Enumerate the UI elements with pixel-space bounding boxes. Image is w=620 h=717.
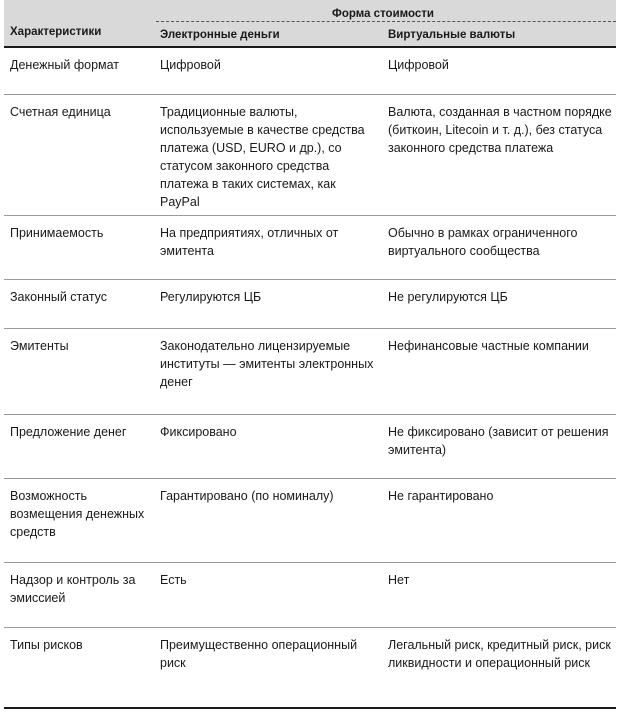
header-value-form [150,0,616,22]
table-row [4,478,616,562]
header-electronic-money: Электронные деньги [150,22,382,47]
row-label: Принимаемость [4,215,150,279]
cell-electronic: Преимущественно операционный риск [150,627,382,708]
cell-electronic: Традиционные валюты, используемые в качестве средства платежа (USD, EURO и др.), со статусом законного средства платежа в таких системах, как PayPal [150,94,382,215]
cell-virtual: Валюта, созданная в частном порядке (биткоин, Litecoin и т. д.), без статуса законного средства платежа [382,94,616,215]
cell-virtual: Нет [382,562,616,627]
row-label: Типы рисков [4,627,150,708]
table-row [4,279,616,328]
row-label: Предложение денег [4,414,150,478]
header-characteristics: Характеристики [4,0,150,47]
cell-virtual: Не гарантировано [382,478,616,562]
header-virtual-currency: Виртуальные валюты [382,22,616,47]
row-label: Надзор и контроль за эмиссией [4,562,150,627]
cell-virtual: Не фиксировано (зависит от решения эмитента) [382,414,616,478]
row-label: Денежный формат [4,47,150,94]
comparison-table [4,0,616,709]
table-body [4,47,616,708]
cell-virtual: Не регулируются ЦБ [382,279,616,328]
header-dashed-divider [156,21,616,22]
table-row [4,215,616,279]
header-value-form-label: Форма стоимости [332,8,434,20]
table-header [4,0,616,47]
row-label: Возможность возмещения денежных средств [4,478,150,562]
cell-electronic: Есть [150,562,382,627]
table-row [4,562,616,627]
row-label: Законный статус [4,279,150,328]
row-label: Счетная единица [4,94,150,215]
cell-electronic: Регулируются ЦБ [150,279,382,328]
cell-virtual: Легальный риск, кредитный риск, риск ликвидности и операционный риск [382,627,616,708]
cell-virtual: Цифровой [382,47,616,94]
cell-virtual: Нефинансовые частные компании [382,328,616,414]
cell-electronic: Цифровой [150,47,382,94]
table-row [4,627,616,708]
cell-electronic: Гарантировано (по номиналу) [150,478,382,562]
row-label: Эмитенты [4,328,150,414]
cell-electronic: На предприятиях, отличных от эмитента [150,215,382,279]
cell-virtual: Обычно в рамках ограниченного виртуального сообщества [382,215,616,279]
table-row [4,328,616,414]
cell-electronic: Фиксировано [150,414,382,478]
cell-electronic: Законодательно лицензируемые институты — эмитенты электронных денег [150,328,382,414]
table-row [4,414,616,478]
table-row [4,47,616,94]
table-row [4,94,616,215]
